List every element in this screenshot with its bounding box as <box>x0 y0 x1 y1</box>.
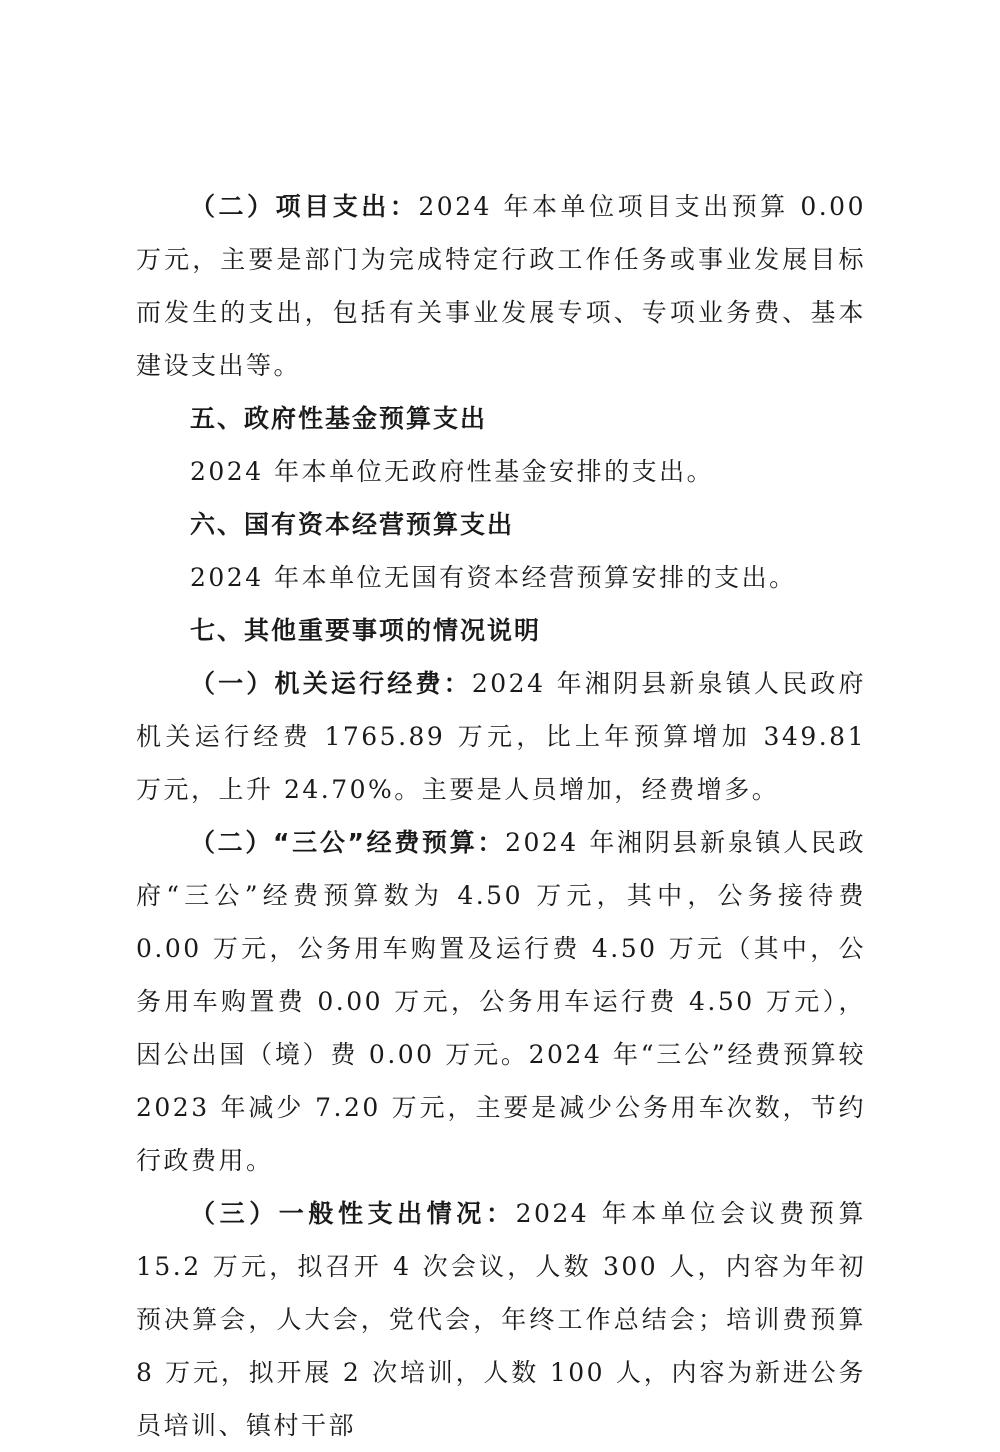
paragraph-text-project-expenditure: 2024 年本单位项目支出预算 0.00 万元，主要是部门为完成特定行政工作任务或事业发展目标而发生的支出，包括有关事业发展专项、专项业务费、基本建设支出等。 <box>136 192 866 380</box>
paragraph-general-expenditure <box>136 1187 866 1452</box>
paragraph-text-operating-expenses: 2024 年湘阴县新泉镇人民政府机关运行经费 1765.89 万元，比上年预算增加 349.81 万元，上升 24.70%。主要是人员增加，经费增多。 <box>136 669 866 804</box>
paragraph-lead-three-public-expenses: （二）“三公”经费预算： <box>190 828 506 857</box>
paragraph-text-general-expenditure: 2024 年本单位会议费预算 15.2 万元，拟召开 4 次会议，人数 300 人，内容为年初预决算会，人大会，党代会，年终工作总结会；培训费预算 8 万元，拟开展 2 次培训，人数 100 人，内容为新进公务员培训、镇村干部 <box>136 1199 866 1440</box>
paragraph-text-three-public-expenses: 2024 年湘阴县新泉镇人民政府“三公”经费预算数为 4.50 万元，其中，公务接待费 0.00 万元，公务用车购置及运行费 4.50 万元（其中，公务用车购置费 0.00 万元，公务用车运行费 4.50 万元），因公出国（境）费 0.00 万元。2024 年“三公”经费预算较 2023 年减少 7.20 万元，主要是减少公务用车次数，节约行政费用。 <box>136 828 866 1175</box>
paragraph-lead-general-expenditure: （三）一般性支出情况： <box>190 1199 516 1228</box>
paragraph-lead-project-expenditure: （二）项目支出： <box>190 192 419 221</box>
section-heading-government-fund: 五、政府性基金预算支出 <box>190 404 488 433</box>
paragraph-three-public-expenses <box>136 816 866 1187</box>
document-body <box>136 180 866 1452</box>
paragraph-government-fund: 2024 年本单位无政府性基金安排的支出。 <box>190 457 715 486</box>
section-heading-other-matters: 七、其他重要事项的情况说明 <box>190 616 542 645</box>
paragraph-lead-operating-expenses: （一）机关运行经费： <box>190 669 472 698</box>
section-heading-state-capital: 六、国有资本经营预算支出 <box>190 510 515 539</box>
paragraph-project-expenditure <box>136 180 866 392</box>
paragraph-operating-expenses <box>136 657 866 816</box>
paragraph-state-capital: 2024 年本单位无国有资本经营预算安排的支出。 <box>190 563 797 592</box>
